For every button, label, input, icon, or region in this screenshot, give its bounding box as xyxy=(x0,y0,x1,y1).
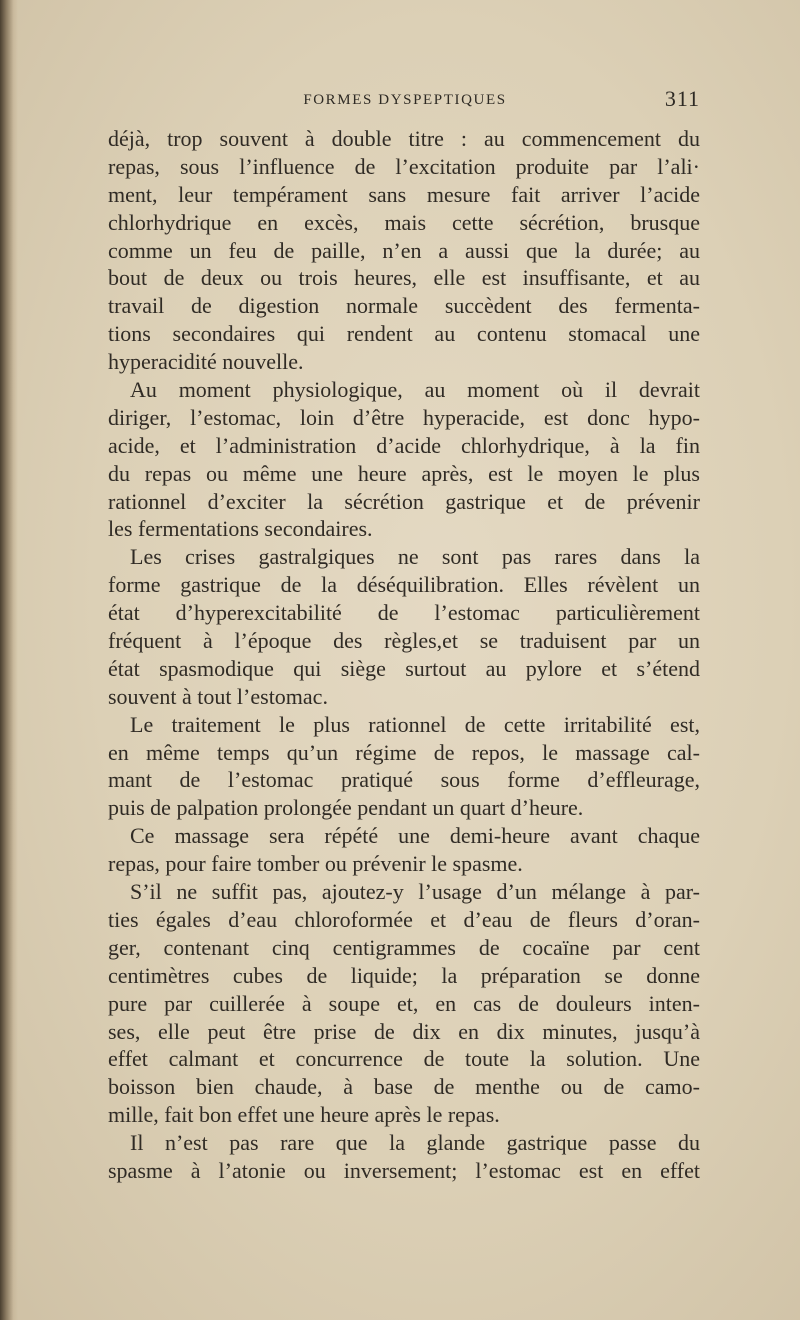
text-line: bout de deux ou trois heures, elle est insuffisante, et au xyxy=(108,265,700,291)
text-line: boisson bien chaude, à base de menthe ou de camo- xyxy=(108,1074,700,1100)
text-line: repas, sous l’influence de l’excitation produite par l’ali· xyxy=(108,153,700,179)
text-line: Il n’est pas rare que la glande gastrique passe du xyxy=(130,1130,700,1156)
text-line: mant de l’estomac pratiqué sous forme d’effleurage, xyxy=(108,767,700,793)
text-line: fréquent à l’époque des règles,et se traduisent par un xyxy=(108,628,700,654)
text-line: effet calmant et concurrence de toute la solution. Une xyxy=(108,1046,700,1072)
text-line: mille, fait bon effet une heure après le repas. xyxy=(108,1102,500,1128)
text-line: Les crises gastralgiques ne sont pas rares dans la xyxy=(130,544,700,570)
text-line: état spasmodique qui siège surtout au pylore et s’étend xyxy=(108,655,700,681)
text-line: ses, elle peut être prise de dix en dix minutes, jusqu’à xyxy=(108,1018,700,1044)
text-line: travail de digestion normale succèdent des fermenta- xyxy=(108,293,700,319)
text-line: ger, contenant cinq centigrammes de cocaïne par cent xyxy=(108,934,700,960)
page-binding-shadow xyxy=(0,0,18,1320)
text-line: rationnel d’exciter la sécrétion gastrique et de prévenir xyxy=(108,488,700,514)
text-line: en même temps qu’un régime de repos, le massage cal- xyxy=(108,739,700,765)
text-line: puis de palpation prolongée pendant un quart d’heure. xyxy=(108,795,584,821)
text-line: repas, pour faire tomber ou prévenir le spasme. xyxy=(108,851,523,877)
page-header xyxy=(110,86,700,118)
text-line: déjà, trop souvent à double titre : au commencement du xyxy=(108,126,700,151)
text-line: Au moment physiologique, au moment où il devrait xyxy=(130,377,700,403)
text-line: acide, et l’administration d’acide chlorhydrique, à la fin xyxy=(108,432,700,458)
text-line: état d’hyperexcitabilité de l’estomac particulièrement xyxy=(108,600,700,626)
text-line: hyperacidité nouvelle. xyxy=(108,349,304,375)
running-head: FORMES DYSPEPTIQUES xyxy=(303,92,507,108)
text-line: comme un feu de paille, n’en a aussi que la durée; au xyxy=(108,237,700,263)
text-line: Le traitement le plus rationnel de cette irritabilité est, xyxy=(130,711,700,737)
text-line: pure par cuillerée à soupe et, en cas de douleurs inten- xyxy=(108,990,700,1016)
text-line: Ce massage sera répété une demi-heure avant chaque xyxy=(130,823,700,849)
text-line: les fermentations secondaires. xyxy=(108,516,373,542)
text-line: diriger, l’estomac, loin d’être hyperacide, est donc hypo- xyxy=(108,404,700,430)
page-number: 311 xyxy=(664,86,700,111)
text-line: tions secondaires qui rendent au contenu stomacal une xyxy=(108,321,700,347)
text-line: souvent à tout l’estomac. xyxy=(108,683,328,709)
text-line: ment, leur tempérament sans mesure fait arriver l’acide xyxy=(108,181,700,207)
text-line: centimètres cubes de liquide; la préparation se donne xyxy=(108,962,700,988)
text-line: chlorhydrique en excès, mais cette sécrétion, brusque xyxy=(108,209,700,235)
text-line: ties égales d’eau chloroformée et d’eau de fleurs d’oran- xyxy=(108,906,700,932)
body-text xyxy=(108,125,700,1185)
text-line: du repas ou même une heure après, est le moyen le plus xyxy=(108,460,700,486)
text-line: spasme à l’atonie ou inversement; l’estomac est en effet xyxy=(108,1157,700,1183)
text-line: S’il ne suffit pas, ajoutez-y l’usage d’un mélange à par- xyxy=(130,879,700,905)
text-line: forme gastrique de la déséquilibration. Elles révèlent un xyxy=(108,572,700,598)
